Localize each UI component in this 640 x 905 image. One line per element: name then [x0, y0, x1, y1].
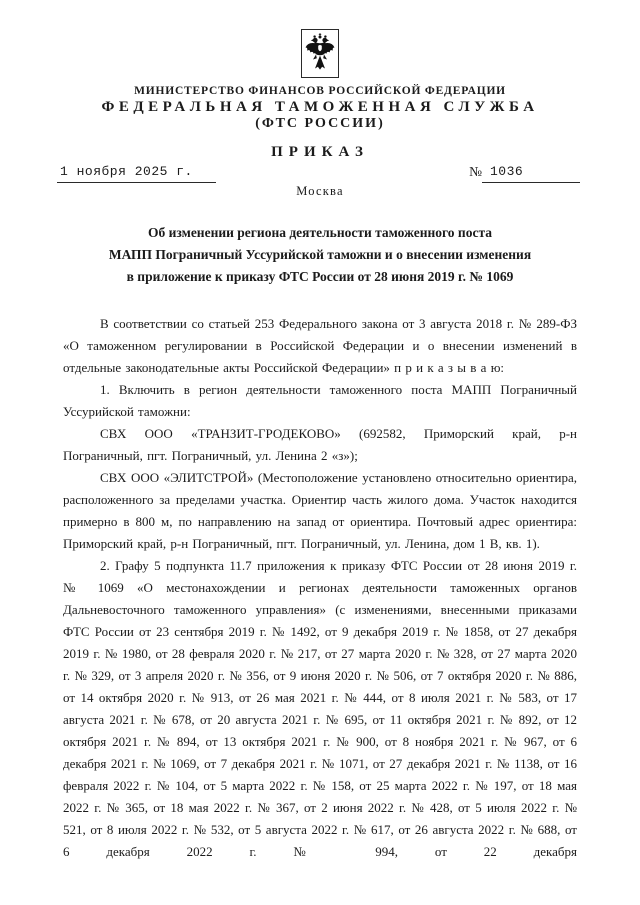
paragraph-preamble: В соответствии со статьей 253 Федерального закона от 3 августа 2018 г. № 289-ФЗ «О таможенном регулировании в Российской Федерации и о внесении изменений в отдельные законодательные акты Российской Федерации» п р и к а з ы в а ю:: [63, 316, 577, 375]
document-date: 1 ноября 2025 г.: [57, 164, 216, 183]
document-body: [63, 313, 577, 863]
paragraph-svx-elitstroy: СВХ ООО «ЭЛИТСТРОЙ» (Местоположение установлено относительно ориентира, расположенного за пределами участка. Ориентир часть жилого дома. Участок находится примерно в 800 м, по направлению на запад от ориентира. Почтовый адрес ориентира: Приморский край, р-н Пограничный, пгт. Пограничный, ул. Ленина, дом 1 В, кв. 1).: [63, 470, 577, 551]
agency-name: ФЕДЕРАЛЬНАЯ ТАМОЖЕННАЯ СЛУЖБА: [101, 99, 539, 115]
coat-of-arms-frame: [301, 29, 339, 78]
emblem-container: [0, 0, 640, 78]
paragraph-svx-tranzit: СВХ ООО «ТРАНЗИТ-ГРОДЕКОВО» (692582, Приморский край, р-н Пограничный, пгт. Пограничный, ул. Ленина 2 «з»);: [63, 426, 577, 463]
number-sign: №: [469, 164, 482, 179]
title-line-1: Об изменении региона деятельности таможенного поста: [147, 225, 492, 240]
title-line-3: в приложение к приказу ФТС России от 28 июня 2019 г. № 1069: [126, 269, 514, 284]
document-number-cell: [469, 164, 580, 183]
agency-abbreviation: (ФТС РОССИИ): [255, 116, 385, 131]
document-title: [0, 222, 640, 288]
russian-coat-of-arms-icon: [304, 32, 336, 75]
title-line-2: МАПП Пограничный Уссурийской таможни и о внесении изменения: [108, 247, 532, 262]
ministry-name: МИНИСТЕРСТВО ФИНАНСОВ РОССИЙСКОЙ ФЕДЕРАЦИИ: [134, 85, 506, 97]
date-number-row: [57, 164, 580, 183]
city-label: Москва: [296, 184, 344, 198]
document-type-label: ПРИКАЗ: [271, 144, 369, 160]
paragraph-item-1: 1. Включить в регион деятельности таможенного поста МАПП Пограничный Уссурийской таможни:: [63, 382, 577, 419]
document-number: 1036: [482, 164, 580, 183]
paragraph-item-2: 2. Графу 5 подпункта 11.7 приложения к приказу ФТС России от 28 июня 2019 г. № 1069 «О местонахождении и регионах деятельности таможенных органов Дальневосточного таможенного управления» (с изменениями, внесенными приказами ФТС России от 23 сентября 2019 г. № 1492, от 9 декабря 2019 г. № 1858, от 27 декабря 2019 г. № 1980, от 28 февраля 2020 г. № 217, от 27 марта 2020 г. № 328, от 27 марта 2020 г. № 329, от 3 апреля 2020 г. № 356, от 9 июня 2020 г. № 506, от 7 октября 2020 г. № 886, от 14 октября 2020 г. № 913, от 26 мая 2021 г. № 444, от 8 июля 2021 г. № 583, от 17 августа 2021 г. № 678, от 20 августа 2021 г. № 695, от 11 октября 2021 г. № 892, от 12 октября 2021 г. № 894, от 13 октября 2021 г. № 900, от 8 ноября 2021 г. № 967, от 6 декабря 2021 г. № 1069, от 7 декабря 2021 г. № 1071, от 27 декабря 2021 г. № 1138, от 16 февраля 2022 г. № 104, от 5 марта 2022 г. № 158, от 25 марта 2022 г. № 197, от 18 мая 2022 г. № 365, от 18 мая 2022 г. № 367, от 2 июня 2022 г. № 428, от 5 июля 2022 г. № 521, от 8 июля 2022 г. № 532, от 5 августа 2022 г. № 617, от 26 августа 2022 г. № 688, от 6 декабря 2022 г. № 994, от 22 декабря: [63, 558, 577, 859]
